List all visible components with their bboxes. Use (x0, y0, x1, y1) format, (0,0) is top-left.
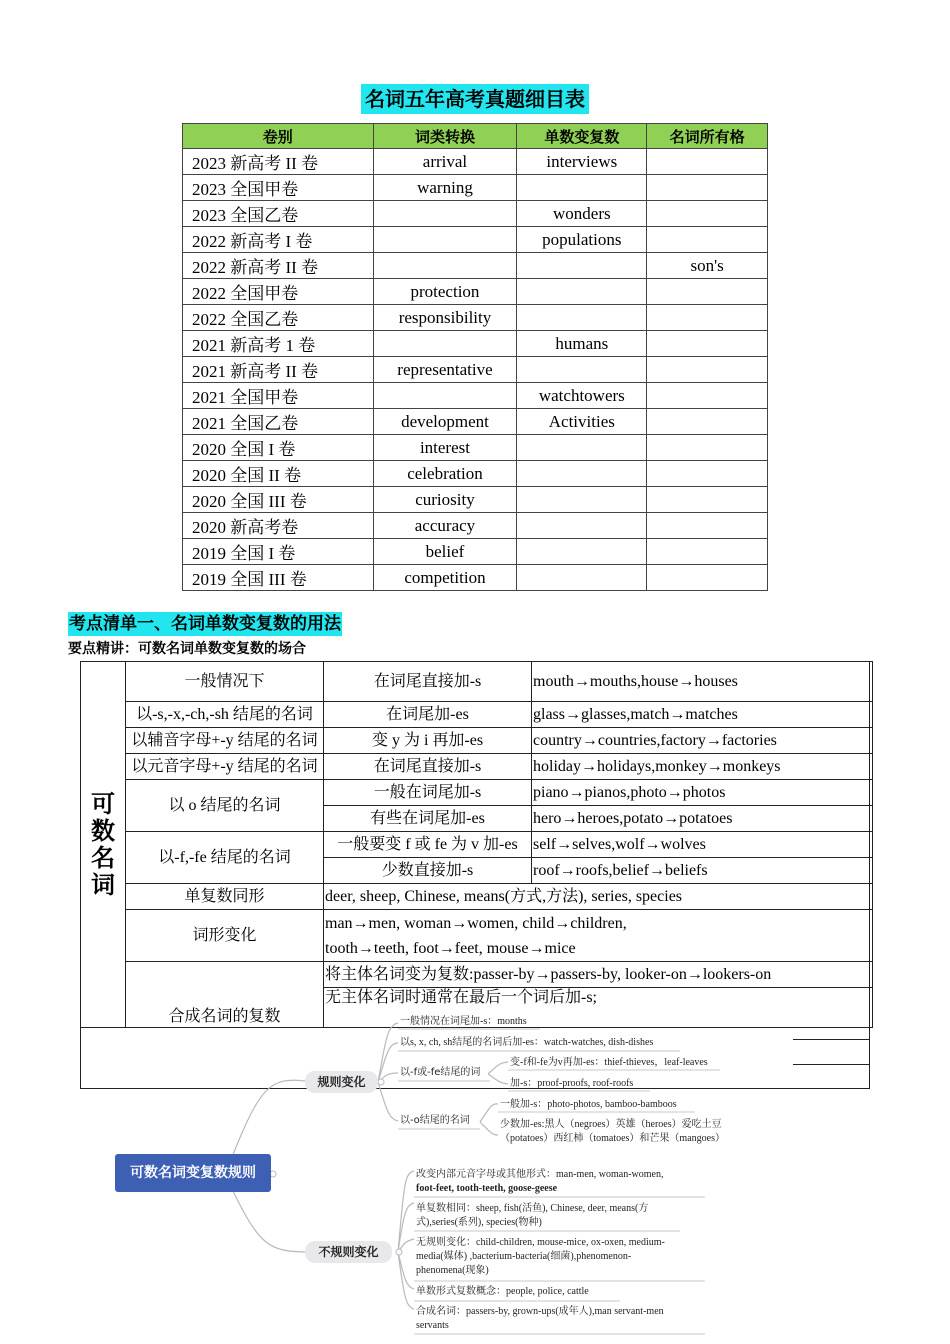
exam-row (183, 357, 768, 383)
exam-answer-cell: arrival (373, 149, 517, 175)
exam-paper-cell: 2020 新高考卷 (183, 513, 374, 539)
exam-answer-cell (647, 539, 768, 565)
condition-cell: 以元音字母+-y 结尾的名词 (126, 754, 324, 780)
exam-paper-cell: 2022 全国甲卷 (183, 279, 374, 305)
leaf-item: 以-o结尾的名词 (400, 1115, 470, 1126)
leaf-item: 式),series(系列), species(物种) (416, 1217, 542, 1228)
exam-answer-cell: warning (373, 175, 517, 201)
exam-paper-cell: 2023 全国甲卷 (183, 175, 374, 201)
exam-paper-cell: 2022 新高考 I 卷 (183, 227, 374, 253)
example-cell: mouth→mouths,house→houses (532, 662, 873, 702)
exam-answer-cell (517, 305, 647, 331)
example-cell: country→countries,factory→factories (532, 728, 873, 754)
condition-cell: 一般情况下 (126, 662, 324, 702)
exam-answer-cell: curiosity (373, 487, 517, 513)
rule-cell: 在词尾直接加-s (324, 754, 532, 780)
connector (488, 1062, 508, 1074)
exam-answer-cell (517, 487, 647, 513)
title-wrap (0, 84, 950, 114)
header-cell: 名词所有格 (647, 124, 768, 149)
exam-answer-cell: celebration (373, 461, 517, 487)
section-subtitle: 要点精讲：可数名词单数变复数的场合 (68, 641, 306, 657)
exam-answer-cell: wonders (517, 201, 647, 227)
condition-cell: 以辅音字母+-y 结尾的名词 (126, 728, 324, 754)
exam-row (183, 227, 768, 253)
exam-answer-cell (647, 487, 768, 513)
exam-answer-cell (517, 357, 647, 383)
exam-row (183, 513, 768, 539)
exam-row (183, 435, 768, 461)
exam-row (183, 305, 768, 331)
page-title: 名词五年高考真题细目表 (361, 84, 589, 114)
exam-row (183, 461, 768, 487)
condition-cell: 以-s,-x,-ch,-sh 结尾的名词 (126, 702, 324, 728)
exam-paper-cell: 2023 全国乙卷 (183, 201, 374, 227)
connector (480, 1104, 498, 1122)
exam-answer-cell: representative (373, 357, 517, 383)
header-cell: 词类转换 (373, 124, 517, 149)
exam-paper-cell: 2022 新高考 II 卷 (183, 253, 374, 279)
example-cell: glass→glasses,match→matches (532, 702, 873, 728)
example-cell: hero→heroes,potato→potatoes (532, 806, 873, 832)
example-cell: roof→roofs,belief→beliefs (532, 858, 873, 884)
example-cell: 将主体名词变为复数:passer-by→passers-by, looker-on→lookers-on (324, 962, 873, 988)
exam-row (183, 383, 768, 409)
exam-paper-cell: 2023 新高考 II 卷 (183, 149, 374, 175)
rule-cell: 在词尾直接加-s (324, 662, 532, 702)
rule-cell: 一般要变 f 或 fe 为 v 加-es (324, 832, 532, 858)
example-cell: piano→pianos,photo→photos (532, 780, 873, 806)
exam-answer-cell (517, 461, 647, 487)
exam-answer-cell (373, 227, 517, 253)
exam-answer-cell (647, 175, 768, 201)
exam-answer-cell: accuracy (373, 513, 517, 539)
example-cell: self→selves,wolf→wolves (532, 832, 873, 858)
exam-answer-cell: son's (647, 253, 768, 279)
exam-answer-cell (517, 175, 647, 201)
leaf-item: phenomena(现象) (416, 1265, 489, 1276)
exam-row (183, 487, 768, 513)
exam-row (183, 565, 768, 591)
exam-row (183, 149, 768, 175)
exam-answer-cell (647, 383, 768, 409)
condition-cell: 合成名词的复数 (126, 962, 324, 1028)
branch-regular: 规则变化 (305, 1071, 378, 1093)
leaf-item: 一般情况在词尾加-s：months (400, 1016, 527, 1027)
exam-row (183, 279, 768, 305)
leaf-item: media(媒体) ,bacterium-bacteria(细菌),phenomenon- (416, 1251, 632, 1262)
exam-answer-cell (647, 331, 768, 357)
exam-answer-cell (517, 279, 647, 305)
category-cell (81, 662, 126, 1028)
exam-answer-cell: belief (373, 539, 517, 565)
exam-answer-cell (647, 435, 768, 461)
leaf-item: 少数加-es:黑人（negroes）英雄（heroes）爱吃土豆 (500, 1119, 722, 1130)
example-line: man→men, woman→women, child→children, (325, 914, 627, 932)
exam-table (182, 123, 768, 591)
exam-answer-cell: Activities (517, 409, 647, 435)
exam-paper-cell: 2021 全国甲卷 (183, 383, 374, 409)
exam-answer-cell (647, 227, 768, 253)
exam-paper-cell: 2020 全国 I 卷 (183, 435, 374, 461)
exam-paper-cell: 2021 新高考 1 卷 (183, 331, 374, 357)
leaf-item: 单复数相同：sheep, fish(活鱼), Chinese, deer, means(方 (416, 1203, 649, 1214)
leaf-item: 单数形式复数概念：people, police, cattle (416, 1286, 589, 1297)
exam-paper-cell: 2019 全国 III 卷 (183, 565, 374, 591)
exam-row (183, 201, 768, 227)
leaf-item: 以-f或-fe结尾的词 (400, 1067, 481, 1078)
exam-paper-cell: 2021 新高考 II 卷 (183, 357, 374, 383)
exam-answer-cell: development (373, 409, 517, 435)
exam-answer-cell: interest (373, 435, 517, 461)
exam-row (183, 175, 768, 201)
leaf-item: 以s, x, ch, sh结尾的名词后加-es：watch-watches, dish-dishes (400, 1037, 654, 1048)
connector (488, 1074, 508, 1084)
condition-cell: 以 o 结尾的名词 (126, 780, 324, 832)
exam-answer-cell (373, 331, 517, 357)
header-cell: 卷别 (183, 124, 374, 149)
exam-answer-cell (517, 565, 647, 591)
connector (378, 1043, 398, 1082)
exam-answer-cell: humans (517, 331, 647, 357)
leaf-item: 合成名词：passers-by, grown-ups(成年人),man servant-men (416, 1306, 664, 1317)
exam-answer-cell (647, 461, 768, 487)
section-title: 考点清单一、名词单数变复数的用法 (69, 614, 341, 634)
exam-answer-cell: interviews (517, 149, 647, 175)
exam-answer-cell (647, 409, 768, 435)
condition-cell: 单复数同形 (126, 884, 324, 910)
exam-answer-cell (373, 253, 517, 279)
exam-paper-cell: 2022 全国乙卷 (183, 305, 374, 331)
exam-answer-cell: competition (373, 565, 517, 591)
exam-answer-cell (647, 565, 768, 591)
condition-cell: 以-f,-fe 结尾的名词 (126, 832, 324, 884)
exam-answer-cell (373, 383, 517, 409)
exam-answer-cell: protection (373, 279, 517, 305)
header-cell: 单数变复数 (517, 124, 647, 149)
exam-answer-cell (517, 253, 647, 279)
leaf-item: 改变内部元音字母或其他形式：man-men, woman-women, (416, 1169, 664, 1180)
exam-answer-cell (647, 305, 768, 331)
connector (480, 1122, 498, 1135)
rule-cell: 有些在词尾加-es (324, 806, 532, 832)
connector (232, 1080, 305, 1157)
rule-cell: 在词尾加-es (324, 702, 532, 728)
exam-answer-cell (517, 435, 647, 461)
exam-paper-cell: 2021 全国乙卷 (183, 409, 374, 435)
exam-answer-cell: responsibility (373, 305, 517, 331)
leaf-item: 无规则变化：child-children, mouse-mice, ox-oxen, medium- (416, 1237, 665, 1248)
exam-answer-cell (647, 201, 768, 227)
exam-row (183, 409, 768, 435)
exam-paper-cell: 2020 全国 III 卷 (183, 487, 374, 513)
exam-answer-cell (517, 513, 647, 539)
connector (232, 1189, 305, 1252)
leaf-item: 一般加-s：photo-photos, bamboo-bamboos (500, 1099, 677, 1110)
rules-table (80, 661, 873, 1028)
rule-cell: 变 y 为 i 再加-es (324, 728, 532, 754)
leaf-item: foot-feet, tooth-teeth, goose-geese (416, 1183, 558, 1194)
branch-irregular: 不规则变化 (305, 1241, 392, 1263)
example-cell (324, 910, 873, 962)
exam-paper-cell: 2020 全国 II 卷 (183, 461, 374, 487)
category-label: 可数名词 (91, 789, 115, 899)
exam-answer-cell (373, 201, 517, 227)
example-cell: deer, sheep, Chinese, means(方式,方法), series, species (324, 884, 873, 910)
example-cell: holiday→holidays,monkey→monkeys (532, 754, 873, 780)
exam-row (183, 539, 768, 565)
exam-answer-cell (517, 539, 647, 565)
exam-answer-cell: populations (517, 227, 647, 253)
exam-table-header (183, 124, 768, 149)
exam-answer-cell (647, 357, 768, 383)
exam-row (183, 253, 768, 279)
condition-cell: 词形变化 (126, 910, 324, 962)
collapse-dot (378, 1079, 384, 1085)
connector (378, 1082, 398, 1121)
mindmap (0, 1007, 950, 1344)
exam-row (183, 331, 768, 357)
example-line: tooth→teeth, foot→feet, mouse→mice (325, 939, 576, 957)
exam-answer-cell (647, 149, 768, 175)
example-cell: 无主体名词时通常在最后一个词后加-s; (324, 988, 873, 1028)
exam-answer-cell (647, 513, 768, 539)
exam-paper-cell: 2019 全国 I 卷 (183, 539, 374, 565)
exam-answer-cell (647, 279, 768, 305)
mindmap-root: 可数名词变复数规则 (115, 1154, 271, 1192)
leaf-item: servants (416, 1320, 449, 1331)
rule-cell: 一般在词尾加-s (324, 780, 532, 806)
exam-answer-cell: watchtowers (517, 383, 647, 409)
leaf-item: 加-s：proof-proofs, roof-roofs (510, 1078, 634, 1089)
leaf-item: （potatoes）西红柿（tomatoes）和芒果（mangoes） (500, 1133, 725, 1144)
rule-cell: 少数直接加-s (324, 858, 532, 884)
leaf-item: 变-f和-fe为v再加-es：thief-thieves，leaf-leaves (510, 1057, 708, 1068)
collapse-dot (396, 1249, 402, 1255)
